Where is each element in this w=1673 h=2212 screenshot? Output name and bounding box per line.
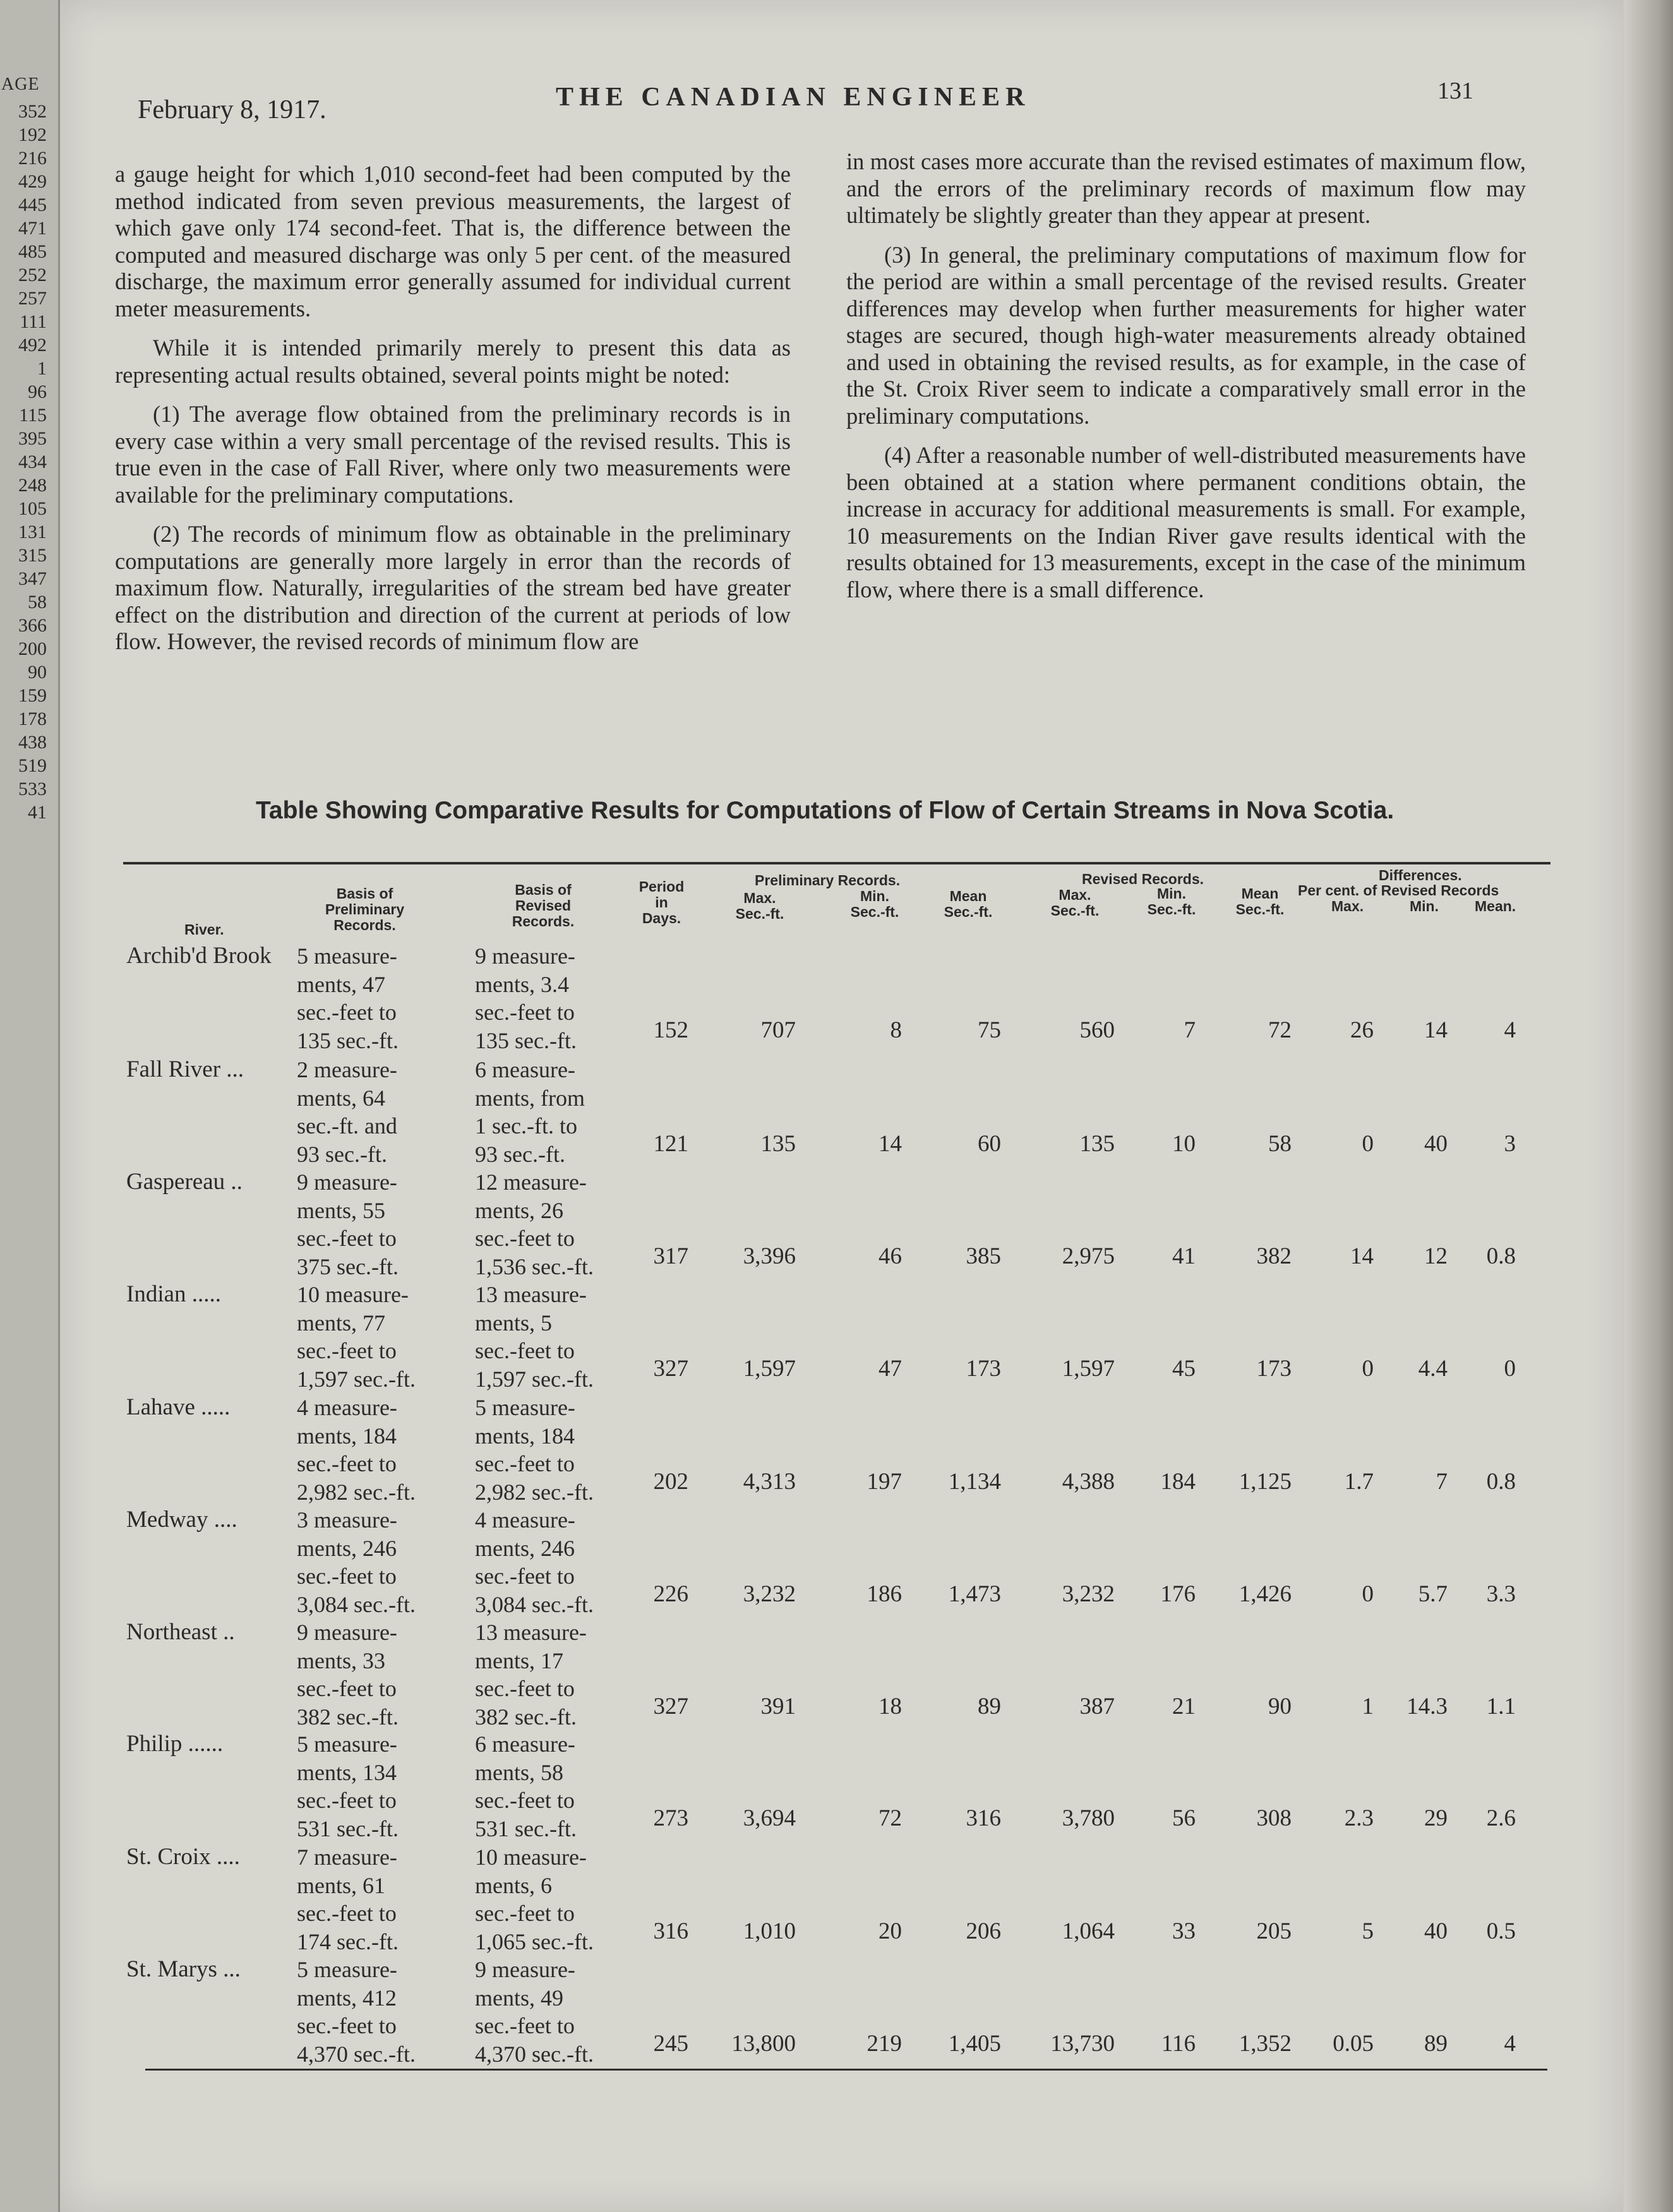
margin-number: 90 <box>28 662 47 683</box>
cell-d-min: 14.3 <box>1406 1694 1448 1719</box>
river-name: Medway .... <box>126 1507 237 1533</box>
margin-number: 347 <box>18 568 47 589</box>
cell-p-max: 3,232 <box>743 1581 796 1607</box>
margin-number: 366 <box>18 615 47 636</box>
cell-r-max: 1,064 <box>1062 1918 1115 1944</box>
cell-p-mean: 1,473 <box>948 1581 1001 1607</box>
cell-period: 316 <box>653 1918 688 1944</box>
cell-r-mean: 1,125 <box>1238 1469 1292 1495</box>
cell-d-min: 12 <box>1424 1243 1448 1269</box>
table-row <box>0 1618 1673 1731</box>
table-row <box>0 1394 1673 1506</box>
cell-r-min: 33 <box>1172 1918 1196 1944</box>
table-row <box>0 1281 1673 1393</box>
cell-d-max: 26 <box>1350 1017 1374 1043</box>
cell-d-min: 40 <box>1424 1918 1448 1944</box>
header-diff-max: Max. <box>1331 898 1364 914</box>
cell-r-mean: 173 <box>1256 1356 1292 1382</box>
cell-r-min: 184 <box>1160 1469 1196 1495</box>
cell-period: 327 <box>653 1356 688 1382</box>
cell-r-min: 56 <box>1172 1805 1196 1831</box>
margin-number: 216 <box>18 148 47 169</box>
cell-p-mean: 206 <box>966 1918 1001 1944</box>
basis-preliminary-cell: 9 measure- ments, 33 sec.-feet to 382 sec.-ft. <box>297 1620 399 1730</box>
cell-d-max: 0.05 <box>1333 2031 1374 2057</box>
margin-number: 519 <box>18 755 47 776</box>
cell-d-mean: 3.3 <box>1486 1581 1516 1607</box>
cell-d-max: 0 <box>1362 1131 1374 1157</box>
cell-d-min: 40 <box>1424 1131 1448 1157</box>
cell-r-min: 41 <box>1172 1243 1196 1269</box>
cell-p-max: 135 <box>760 1131 796 1157</box>
header-differences-sub: Per cent. of Revised Records <box>1298 882 1499 899</box>
basis-preliminary-cell: 9 measure- ments, 55 sec.-feet to 375 sec.-ft. <box>297 1169 399 1279</box>
cell-r-min: 176 <box>1160 1581 1196 1607</box>
margin-number: 41 <box>28 802 47 823</box>
cell-r-max: 387 <box>1079 1694 1115 1719</box>
margin-number: 429 <box>18 171 47 192</box>
header-basis-revised: Basis of Revised Records. <box>512 882 575 930</box>
paragraph: (3) In general, the preliminary computations of maximum flow for the period are within a small percentage of the revised results. Greater differences may develop when further measurements for higher water stages are secured, though high-water measurements already obtained and used in obtaining the revised results, as for example, in the case of the St. Croix River seem to indicate a comparatively small error in the preliminary computations. <box>846 241 1526 429</box>
basis-preliminary-cell: 5 measure- ments, 412 sec.-feet to 4,370 sec.-ft. <box>297 1957 416 2067</box>
header-prelim-max: Max. Sec.-ft. <box>735 890 784 922</box>
margin-number: 248 <box>18 475 47 496</box>
header-prelim-mean: Mean Sec.-ft. <box>944 888 993 920</box>
cell-period: 121 <box>653 1131 688 1157</box>
cell-p-mean: 385 <box>966 1243 1001 1269</box>
cell-r-min: 7 <box>1184 1017 1196 1043</box>
river-name: Northeast .. <box>126 1619 235 1645</box>
table-row <box>0 1168 1673 1281</box>
cell-p-max: 4,313 <box>743 1469 796 1495</box>
basis-revised-cell: 6 measure- ments, from 1 sec.-ft. to 93 sec.-ft. <box>475 1057 585 1167</box>
cell-r-mean: 90 <box>1268 1694 1292 1719</box>
cell-d-min: 5.7 <box>1418 1581 1448 1607</box>
basis-revised-cell: 10 measure- ments, 6 sec.-feet to 1,065 sec.-ft. <box>475 1844 594 1954</box>
cell-d-max: 5 <box>1362 1918 1374 1944</box>
paragraph: in most cases more accurate than the revised estimates of maximum flow, and the errors of the preliminary records of maximum flow may ultimately be slightly greater than they appear at present. <box>846 148 1526 228</box>
cell-p-min: 8 <box>890 1017 902 1043</box>
table-row <box>0 1506 1673 1618</box>
margin-number: 315 <box>18 545 47 566</box>
cell-p-min: 20 <box>878 1918 902 1944</box>
header-revised-mean: Mean Sec.-ft. <box>1235 885 1285 918</box>
basis-preliminary-cell: 5 measure- ments, 134 sec.-feet to 531 sec.-ft. <box>297 1731 399 1841</box>
cell-p-max: 3,694 <box>743 1805 796 1831</box>
cell-r-min: 45 <box>1172 1356 1196 1382</box>
cell-period: 327 <box>653 1694 688 1719</box>
cell-period: 202 <box>653 1469 688 1495</box>
cell-p-max: 391 <box>760 1694 796 1719</box>
paragraph: (4) After a reasonable number of well-distributed measurements have been obtained at a station where permanent conditions obtain, the increase in accuracy for additional measurements is small. For example, 10 measurements on the Indian River gave results identical with the results obtained for 13 measurements, except in the case of the minimum flow, where there is a small difference. <box>846 442 1526 602</box>
cell-p-mean: 173 <box>966 1356 1001 1382</box>
cell-p-min: 197 <box>866 1469 902 1495</box>
cell-r-max: 2,975 <box>1062 1243 1115 1269</box>
cell-r-mean: 205 <box>1256 1918 1292 1944</box>
header-river: River. <box>184 921 224 938</box>
river-name: Gaspereau .. <box>126 1169 243 1195</box>
cell-d-mean: 1.1 <box>1486 1694 1516 1719</box>
basis-revised-cell: 13 measure- ments, 17 sec.-feet to 382 sec.-ft. <box>475 1620 587 1730</box>
cell-period: 226 <box>653 1581 688 1607</box>
cell-r-mean: 58 <box>1268 1131 1292 1157</box>
cell-period: 245 <box>653 2031 688 2057</box>
basis-preliminary-cell: 2 measure- ments, 64 sec.-ft. and 93 sec.-ft. <box>297 1057 397 1167</box>
basis-revised-cell: 4 measure- ments, 246 sec.-feet to 3,084 sec.-ft. <box>475 1507 594 1617</box>
cell-p-mean: 1,134 <box>948 1469 1001 1495</box>
right-text-column <box>846 148 1526 616</box>
basis-revised-cell: 12 measure- ments, 26 sec.-feet to 1,536 sec.-ft. <box>475 1169 594 1279</box>
cell-r-mean: 1,426 <box>1238 1581 1292 1607</box>
table-row <box>0 942 1673 1055</box>
margin-number: 252 <box>18 265 47 285</box>
cell-p-mean: 316 <box>966 1805 1001 1831</box>
margin-number: 111 <box>20 311 47 332</box>
river-name: Fall River ... <box>126 1056 244 1082</box>
margin-number: 131 <box>18 522 47 542</box>
cell-r-max: 1,597 <box>1062 1356 1115 1382</box>
cell-p-max: 1,010 <box>743 1918 796 1944</box>
cell-p-min: 46 <box>878 1243 902 1269</box>
cell-p-min: 219 <box>866 2031 902 2057</box>
margin-number: 445 <box>18 194 47 215</box>
cell-d-mean: 0.5 <box>1486 1918 1516 1944</box>
river-name: Philip ...... <box>126 1731 224 1757</box>
basis-revised-cell: 13 measure- ments, 5 sec.-feet to 1,597 sec.-ft. <box>475 1282 594 1392</box>
cell-d-mean: 4 <box>1504 1017 1516 1043</box>
header-prelim-min: Min. Sec.-ft. <box>850 888 899 920</box>
cell-p-mean: 75 <box>978 1017 1001 1043</box>
table-bottom-rule <box>145 2069 1547 2071</box>
river-name: Indian ..... <box>126 1281 222 1307</box>
cell-p-max: 13,800 <box>731 2031 796 2057</box>
margin-number: 200 <box>18 638 47 659</box>
margin-number: 434 <box>18 451 47 472</box>
cell-r-max: 560 <box>1079 1017 1115 1043</box>
basis-revised-cell: 9 measure- ments, 49 sec.-feet to 4,370 sec.-ft. <box>475 1957 594 2067</box>
margin-number: 352 <box>18 101 47 122</box>
cell-r-mean: 72 <box>1268 1017 1292 1043</box>
paragraph: (1) The average flow obtained from the preliminary records is in every case within a very small percentage of the revised results. This is true even in the case of Fall River, where only two measurements were available for the preliminary computations. <box>115 401 791 508</box>
header-basis-preliminary: Basis of Preliminary Records. <box>325 885 405 933</box>
cell-p-max: 1,597 <box>743 1356 796 1382</box>
cell-d-max: 0 <box>1362 1356 1374 1382</box>
header-preliminary-group: Preliminary Records. <box>755 872 901 888</box>
cell-r-max: 3,780 <box>1062 1805 1115 1831</box>
cell-d-max: 2.3 <box>1344 1805 1374 1831</box>
table-row <box>0 1730 1673 1843</box>
paragraph: While it is intended primarily merely to present this data as representing actual results obtained, several points might be noted: <box>115 335 791 388</box>
margin-number: 257 <box>18 288 47 309</box>
header-revised-min: Min. Sec.-ft. <box>1147 885 1196 918</box>
cell-d-min: 4.4 <box>1418 1356 1448 1382</box>
header-diff-mean: Mean. <box>1475 898 1516 914</box>
cell-p-min: 14 <box>878 1131 902 1157</box>
margin-number: 492 <box>18 335 47 356</box>
cell-r-mean: 1,352 <box>1238 2031 1292 2057</box>
river-name: St. Croix .... <box>126 1844 240 1870</box>
table-row <box>0 1956 1673 2068</box>
river-name: Archib'd Brook <box>126 943 272 969</box>
basis-preliminary-cell: 5 measure- ments, 47 sec.-feet to 135 sec.-ft. <box>297 943 399 1053</box>
cell-d-max: 1 <box>1362 1694 1374 1719</box>
cell-r-min: 116 <box>1161 2031 1196 2057</box>
basis-preliminary-cell: 10 measure- ments, 77 sec.-feet to 1,597 sec.-ft. <box>297 1282 416 1392</box>
basis-revised-cell: 5 measure- ments, 184 sec.-feet to 2,982 sec.-ft. <box>475 1395 594 1505</box>
cell-d-mean: 0 <box>1504 1356 1516 1382</box>
cell-r-max: 3,232 <box>1062 1581 1115 1607</box>
margin-number: 395 <box>18 428 47 449</box>
basis-preliminary-cell: 4 measure- ments, 184 sec.-feet to 2,982 sec.-ft. <box>297 1395 416 1505</box>
margin-number: 105 <box>18 498 47 519</box>
header-period: Period in Days. <box>639 878 685 926</box>
cell-period: 152 <box>653 1017 688 1043</box>
paragraph: (2) The records of minimum flow as obtainable in the preliminary computations are generally more largely in error than the records of maximum flow. Naturally, irregularities of the stream bed have greater effect on the distribution and direction of the current at periods of low flow. However, the revised records of minimum flow are <box>115 521 791 654</box>
header-diff-min: Min. <box>1410 898 1439 914</box>
header-differences-group: Differences. <box>1379 867 1462 883</box>
margin-number: 485 <box>18 241 47 262</box>
margin-number: 533 <box>18 779 47 799</box>
table-row <box>0 1843 1673 1956</box>
cell-r-max: 13,730 <box>1050 2031 1115 2057</box>
cell-period: 317 <box>653 1243 688 1269</box>
paragraph: a gauge height for which 1,010 second-feet had been computed by the method indicated from seven previous measurements, the largest of which gave only 174 second-feet. That is, the difference between the computed and measured discharge was only 5 per cent. of the measured discharge, the maximum error generally assumed for individual current meter measurements. <box>115 161 791 321</box>
cell-p-mean: 89 <box>978 1694 1001 1719</box>
table-top-rule <box>123 862 1550 864</box>
margin-number: 438 <box>18 732 47 753</box>
cell-d-min: 7 <box>1436 1469 1448 1495</box>
issue-date: February 8, 1917. <box>138 95 327 124</box>
header-revised-group: Revised Records. <box>1082 871 1204 887</box>
basis-revised-cell: 9 measure- ments, 3.4 sec.-feet to 135 sec.-ft. <box>475 943 577 1053</box>
margin-number: 192 <box>18 124 47 145</box>
cell-p-min: 186 <box>866 1581 902 1607</box>
cell-r-max: 4,388 <box>1062 1469 1115 1495</box>
header-revised-max: Max. Sec.-ft. <box>1050 887 1100 919</box>
left-text-column <box>115 161 791 668</box>
cell-d-mean: 3 <box>1504 1131 1516 1157</box>
cell-p-min: 72 <box>878 1805 902 1831</box>
cell-d-mean: 4 <box>1504 2031 1516 2057</box>
cell-r-mean: 382 <box>1256 1243 1292 1269</box>
basis-preliminary-cell: 3 measure- ments, 246 sec.-feet to 3,084 sec.-ft. <box>297 1507 416 1617</box>
cell-p-mean: 1,405 <box>948 2031 1001 2057</box>
basis-revised-cell: 6 measure- ments, 58 sec.-feet to 531 sec.-ft. <box>475 1731 577 1841</box>
cell-r-max: 135 <box>1079 1131 1115 1157</box>
cell-d-mean: 0.8 <box>1486 1243 1516 1269</box>
cell-p-max: 3,396 <box>743 1243 796 1269</box>
cell-d-mean: 0.8 <box>1486 1469 1516 1495</box>
cell-d-min: 14 <box>1424 1017 1448 1043</box>
margin-heading: AGE <box>1 75 40 94</box>
cell-r-min: 21 <box>1172 1694 1196 1719</box>
cell-d-max: 1.7 <box>1344 1469 1374 1495</box>
cell-d-mean: 2.6 <box>1486 1805 1516 1831</box>
margin-number: 58 <box>28 592 47 613</box>
cell-period: 273 <box>653 1805 688 1831</box>
cell-d-max: 0 <box>1362 1581 1374 1607</box>
margin-number: 96 <box>28 381 47 402</box>
table-caption: Table Showing Comparative Results for Computations of Flow of Certain Streams in Nova Scotia. <box>256 797 1394 824</box>
margin-number: 471 <box>18 218 47 239</box>
table-row <box>0 1056 1673 1168</box>
page-number: 131 <box>1437 78 1473 104</box>
margin-number: 178 <box>18 708 47 729</box>
river-name: Lahave ..... <box>126 1394 231 1420</box>
margin-number: 1 <box>37 358 47 379</box>
river-name: St. Marys ... <box>126 1956 241 1982</box>
margin-page-index <box>8 100 47 824</box>
cell-p-min: 18 <box>878 1694 902 1719</box>
cell-p-min: 47 <box>878 1356 902 1382</box>
margin-number: 159 <box>18 685 47 706</box>
cell-d-min: 89 <box>1424 2031 1448 2057</box>
cell-p-max: 707 <box>760 1017 796 1043</box>
cell-r-min: 10 <box>1172 1131 1196 1157</box>
cell-r-mean: 308 <box>1256 1805 1292 1831</box>
margin-number: 115 <box>19 405 47 426</box>
cell-d-max: 14 <box>1350 1243 1374 1269</box>
basis-preliminary-cell: 7 measure- ments, 61 sec.-feet to 174 sec.-ft. <box>297 1844 399 1954</box>
journal-title: THE CANADIAN ENGINEER <box>556 83 1031 112</box>
cell-p-mean: 60 <box>978 1131 1001 1157</box>
cell-d-min: 29 <box>1424 1805 1448 1831</box>
